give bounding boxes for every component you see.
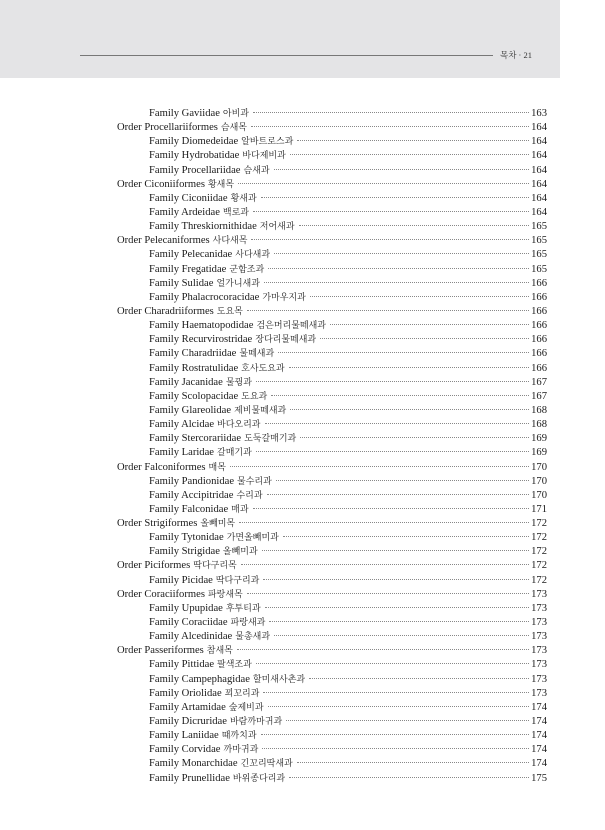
toc-family-entry[interactable] xyxy=(149,376,547,390)
entry-page-number: 174 xyxy=(531,744,547,756)
entry-korean-name: 할미새사촌과 xyxy=(252,674,306,685)
entry-page-number: 164 xyxy=(531,136,547,148)
toc-family-entry[interactable] xyxy=(149,149,547,163)
entry-latin-name: Family Stercorariidae xyxy=(149,433,242,445)
dot-leader xyxy=(261,197,529,198)
dot-leader xyxy=(299,225,530,226)
toc-family-entry[interactable] xyxy=(149,220,547,234)
dot-leader xyxy=(320,338,529,339)
entry-page-number: 170 xyxy=(531,461,547,473)
entry-page-number: 166 xyxy=(531,348,547,360)
dot-leader xyxy=(247,310,529,311)
toc-order-entry[interactable] xyxy=(117,305,547,319)
entry-page-number: 173 xyxy=(531,687,547,699)
dot-leader xyxy=(310,296,529,297)
toc-family-entry[interactable] xyxy=(149,390,547,404)
entry-korean-name: 바위종다리과 xyxy=(232,773,286,784)
dot-leader xyxy=(268,706,530,707)
dot-leader xyxy=(238,183,529,184)
dot-leader xyxy=(286,720,529,721)
entry-korean-name: 올빼미과 xyxy=(222,547,258,558)
toc-family-entry[interactable] xyxy=(149,418,547,432)
toc-family-entry[interactable] xyxy=(149,715,547,729)
dot-leader xyxy=(297,762,529,763)
dot-leader xyxy=(330,324,529,325)
dot-leader xyxy=(269,621,529,622)
entry-korean-name: 물떼새과 xyxy=(239,349,275,360)
entry-latin-name: Family Laridae xyxy=(149,447,215,459)
toc-family-entry[interactable] xyxy=(149,475,547,489)
entry-page-number: 173 xyxy=(531,673,547,685)
entry-korean-name: 물꿩과 xyxy=(225,377,252,388)
toc-family-entry[interactable] xyxy=(149,630,547,644)
entry-korean-name: 아비과 xyxy=(222,109,249,119)
entry-latin-name: Order Strigiformes xyxy=(117,518,198,530)
toc-order-entry[interactable] xyxy=(117,461,547,475)
entry-korean-name: 도둑갈매기과 xyxy=(244,434,297,445)
toc-order-entry[interactable] xyxy=(117,234,547,248)
entry-latin-name: Order Procellariiformes xyxy=(117,122,218,134)
entry-korean-name: 참새목 xyxy=(206,646,233,657)
entry-korean-name: 사다새과 xyxy=(235,250,271,261)
dot-leader xyxy=(253,508,530,509)
toc-family-entry[interactable] xyxy=(149,362,547,376)
entry-latin-name: Family Alcedinidae xyxy=(149,631,233,643)
dot-leader xyxy=(297,140,529,141)
entry-korean-name: 숲제비과 xyxy=(228,702,264,713)
entry-page-number: 170 xyxy=(531,475,547,487)
entry-korean-name: 얼가니새과 xyxy=(216,278,260,289)
toc-family-entry[interactable] xyxy=(149,545,547,559)
dot-leader xyxy=(290,154,529,155)
entry-latin-name: Order Ciconiiformes xyxy=(117,178,205,190)
entry-latin-name: Family Phalacrocoracidae xyxy=(149,291,260,303)
toc-order-entry[interactable] xyxy=(117,644,547,658)
toc-family-entry[interactable] xyxy=(149,248,547,262)
dot-leader xyxy=(264,282,529,283)
entry-korean-name: 후투티과 xyxy=(225,603,261,614)
entry-latin-name: Order Pelecaniformes xyxy=(117,235,210,247)
entry-latin-name: Family Pandionidae xyxy=(149,475,235,487)
toc-family-entry[interactable] xyxy=(149,291,547,305)
dot-leader xyxy=(230,466,529,467)
dot-leader xyxy=(256,381,529,382)
page-header-band xyxy=(0,0,560,78)
toc-family-entry[interactable] xyxy=(149,107,547,121)
dot-leader xyxy=(251,126,529,127)
dot-leader xyxy=(256,451,529,452)
dot-leader xyxy=(239,522,529,523)
dot-leader xyxy=(265,607,529,608)
dot-leader xyxy=(283,536,529,537)
entry-page-number: 165 xyxy=(531,263,547,275)
toc-family-entry[interactable] xyxy=(149,574,547,588)
entry-page-number: 173 xyxy=(531,645,547,657)
dot-leader xyxy=(289,777,529,778)
dot-leader xyxy=(271,395,529,396)
entry-page-number: 166 xyxy=(531,277,547,289)
entry-page-number: 167 xyxy=(531,376,547,388)
entry-korean-name: 황새목 xyxy=(207,179,235,190)
entry-page-number: 170 xyxy=(531,489,547,501)
entry-page-number: 165 xyxy=(531,235,547,247)
entry-latin-name: Family Glareolidae xyxy=(149,404,232,416)
toc-family-entry[interactable] xyxy=(149,446,547,460)
entry-latin-name: Family Rostratulidae xyxy=(149,362,239,374)
entry-latin-name: Order Falconiformes xyxy=(117,461,206,473)
entry-page-number: 164 xyxy=(531,178,547,190)
entry-korean-name: 수리과 xyxy=(236,490,263,501)
entry-page-number: 174 xyxy=(531,730,547,742)
entry-korean-name: 딱다구리과 xyxy=(215,575,260,586)
entry-latin-name: Family Recurvirostridae xyxy=(149,334,253,346)
entry-latin-name: Order Charadriiformes xyxy=(117,305,214,317)
entry-latin-name: Family Tytonidae xyxy=(149,532,224,544)
entry-latin-name: Family Charadriidae xyxy=(149,348,237,360)
entry-latin-name: Family Upupidae xyxy=(149,602,223,614)
entry-page-number: 165 xyxy=(531,249,547,261)
entry-latin-name: Family Sulidae xyxy=(149,277,214,289)
entry-korean-name: 갈매기과 xyxy=(217,448,252,459)
entry-page-number: 171 xyxy=(531,503,547,515)
toc-family-entry[interactable] xyxy=(149,658,547,672)
toc-order-entry[interactable] xyxy=(117,121,547,135)
toc-family-entry[interactable] xyxy=(149,743,547,757)
entry-page-number: 172 xyxy=(531,546,547,558)
entry-korean-name: 까마귀과 xyxy=(223,745,259,756)
entry-latin-name: Family Ciconiidae xyxy=(149,192,228,204)
dot-leader xyxy=(276,480,529,481)
toc-family-entry[interactable] xyxy=(149,319,547,333)
entry-korean-name: 매목 xyxy=(208,462,226,473)
entry-page-number: 164 xyxy=(531,150,547,162)
entry-page-number: 172 xyxy=(531,574,547,586)
dot-leader xyxy=(241,564,529,565)
entry-page-number: 164 xyxy=(531,206,547,218)
entry-latin-name: Family Strigidae xyxy=(149,546,220,558)
entry-latin-name: Family Gaviidae xyxy=(149,108,220,119)
entry-latin-name: Family Accipitridae xyxy=(149,489,234,501)
entry-korean-name: 매과 xyxy=(231,504,249,515)
toc-family-entry[interactable] xyxy=(149,263,547,277)
dot-leader xyxy=(274,169,530,170)
entry-korean-name: 군함조과 xyxy=(229,264,265,275)
entry-korean-name: 팔색조과 xyxy=(217,660,252,671)
dot-leader xyxy=(253,112,529,113)
entry-korean-name: 도요목 xyxy=(216,306,243,317)
entry-korean-name: 도요과 xyxy=(241,391,268,402)
entry-page-number: 174 xyxy=(531,701,547,713)
entry-latin-name: Family Pelecanidae xyxy=(149,249,233,261)
entry-korean-name: 가마우지과 xyxy=(262,292,306,303)
entry-page-number: 175 xyxy=(531,772,547,784)
entry-page-number: 173 xyxy=(531,659,547,671)
entry-page-number: 164 xyxy=(531,164,547,176)
entry-latin-name: Family Threskiornithidae xyxy=(149,221,257,233)
toc-family-entry[interactable] xyxy=(149,602,547,616)
entry-korean-name: 올빼미목 xyxy=(200,519,236,530)
entry-page-number: 173 xyxy=(531,631,547,643)
entry-korean-name: 사다새목 xyxy=(212,236,248,247)
entry-korean-name: 슴새과 xyxy=(243,165,270,176)
toc-family-entry[interactable] xyxy=(149,404,547,418)
entry-latin-name: Family Procellariidae xyxy=(149,164,241,176)
toc-family-entry[interactable] xyxy=(149,687,547,701)
entry-latin-name: Family Coraciidae xyxy=(149,617,228,629)
dot-leader xyxy=(253,211,529,212)
entry-page-number: 166 xyxy=(531,362,547,374)
entry-page-number: 168 xyxy=(531,404,547,416)
toc-family-entry[interactable] xyxy=(149,432,547,446)
dot-leader xyxy=(268,268,529,269)
entry-latin-name: Family Artamidae xyxy=(149,701,226,713)
toc-family-entry[interactable] xyxy=(149,347,547,361)
entry-page-number: 166 xyxy=(531,334,547,346)
entry-korean-name: 물총새과 xyxy=(235,632,271,643)
entry-korean-name: 호사도요과 xyxy=(241,363,285,374)
entry-page-number: 163 xyxy=(531,108,547,119)
toc-order-entry[interactable] xyxy=(117,178,547,192)
entry-page-number: 165 xyxy=(531,221,547,233)
dot-leader xyxy=(274,253,529,254)
dot-leader xyxy=(256,663,529,664)
toc-family-entry[interactable] xyxy=(149,489,547,503)
entry-latin-name: Family Prunellidae xyxy=(149,772,230,784)
dot-leader xyxy=(274,635,529,636)
entry-page-number: 166 xyxy=(531,291,547,303)
entry-korean-name: 파랑새목 xyxy=(207,589,243,600)
entry-page-number: 172 xyxy=(531,560,547,572)
entry-latin-name: Family Falconidae xyxy=(149,503,229,515)
toc-family-entry[interactable] xyxy=(149,673,547,687)
toc-family-entry[interactable] xyxy=(149,503,547,517)
entry-korean-name: 바람까마귀과 xyxy=(229,717,283,728)
toc-family-entry[interactable] xyxy=(149,164,547,178)
toc-family-entry[interactable] xyxy=(149,729,547,743)
entry-korean-name: 알바트로스과 xyxy=(241,137,294,148)
running-head: 목차 · 21 xyxy=(500,50,533,60)
entry-latin-name: Family Fregatidae xyxy=(149,263,227,275)
toc-family-entry[interactable] xyxy=(149,531,547,545)
dot-leader xyxy=(290,409,529,410)
entry-page-number: 173 xyxy=(531,588,547,600)
entry-page-number: 174 xyxy=(531,716,547,728)
dot-leader xyxy=(237,649,529,650)
entry-page-number: 169 xyxy=(531,433,547,445)
entry-latin-name: Family Laniidae xyxy=(149,730,219,742)
entry-korean-name: 긴꼬리딱새과 xyxy=(240,759,293,770)
dot-leader xyxy=(247,593,529,594)
entry-korean-name: 때까치과 xyxy=(221,731,257,742)
dot-leader xyxy=(263,579,529,580)
entry-page-number: 173 xyxy=(531,617,547,629)
entry-korean-name: 바다제비과 xyxy=(242,151,286,162)
entry-korean-name: 가면올빼미과 xyxy=(226,533,279,544)
dot-leader xyxy=(251,239,529,240)
entry-latin-name: Family Hydrobatidae xyxy=(149,150,240,162)
entry-page-number: 164 xyxy=(531,122,547,134)
toc-order-entry[interactable] xyxy=(117,559,547,573)
entry-latin-name: Family Monarchidae xyxy=(149,758,238,770)
entry-page-number: 174 xyxy=(531,758,547,770)
dot-leader xyxy=(263,692,529,693)
dot-leader xyxy=(262,748,529,749)
header-rule xyxy=(80,55,493,56)
toc-family-entry[interactable] xyxy=(149,701,547,715)
entry-page-number: 173 xyxy=(531,602,547,614)
entry-page-number: 169 xyxy=(531,447,547,459)
entry-korean-name: 슴새목 xyxy=(220,123,247,134)
entry-korean-name: 장다리물떼새과 xyxy=(255,335,317,346)
entry-latin-name: Family Diomedeidae xyxy=(149,136,239,148)
entry-latin-name: Family Dicruridae xyxy=(149,716,227,728)
entry-korean-name: 제비물떼새과 xyxy=(234,405,287,416)
toc-family-entry[interactable] xyxy=(149,757,547,771)
entry-page-number: 164 xyxy=(531,192,547,204)
entry-page-number: 172 xyxy=(531,532,547,544)
entry-korean-name: 물수리과 xyxy=(237,476,272,487)
toc-family-entry[interactable] xyxy=(149,135,547,149)
entry-korean-name: 백로과 xyxy=(222,207,249,218)
entry-latin-name: Family Jacanidae xyxy=(149,376,223,388)
entry-korean-name: 검은머리물떼새과 xyxy=(256,321,326,332)
dot-leader xyxy=(267,494,530,495)
entry-korean-name: 황새과 xyxy=(230,193,257,204)
entry-page-number: 166 xyxy=(531,320,547,332)
toc-family-entry[interactable] xyxy=(149,333,547,347)
entry-latin-name: Order Passeriformes xyxy=(117,645,204,657)
entry-latin-name: Family Corvidae xyxy=(149,744,221,756)
dot-leader xyxy=(309,678,529,679)
dot-leader xyxy=(261,734,530,735)
toc-family-entry[interactable] xyxy=(149,616,547,630)
dot-leader xyxy=(265,423,530,424)
entry-latin-name: Family Scolopacidae xyxy=(149,390,239,402)
entry-korean-name: 파랑새과 xyxy=(230,618,266,629)
toc-family-entry[interactable] xyxy=(149,277,547,291)
dot-leader xyxy=(289,367,529,368)
entry-page-number: 172 xyxy=(531,518,547,530)
entry-korean-name: 바다오리과 xyxy=(217,420,261,431)
entry-page-number: 167 xyxy=(531,390,547,402)
entry-korean-name: 꾀꼬리과 xyxy=(224,688,260,699)
entry-latin-name: Family Alcidae xyxy=(149,419,215,431)
entry-latin-name: Family Campephagidae xyxy=(149,673,250,685)
dot-leader xyxy=(262,550,529,551)
entry-latin-name: Order Coraciiformes xyxy=(117,588,205,600)
entry-latin-name: Family Haematopodidae xyxy=(149,320,254,332)
dot-leader xyxy=(300,437,529,438)
entry-latin-name: Family Pittidae xyxy=(149,659,215,671)
toc-order-entry[interactable] xyxy=(117,588,547,602)
toc-order-entry[interactable] xyxy=(117,517,547,531)
toc-family-entry[interactable] xyxy=(149,206,547,220)
entry-korean-name: 딱다구리목 xyxy=(193,561,237,572)
entry-latin-name: Family Picidae xyxy=(149,574,213,586)
toc-family-entry[interactable] xyxy=(149,192,547,206)
entry-latin-name: Family Ardeidae xyxy=(149,206,220,218)
entry-page-number: 168 xyxy=(531,419,547,431)
entry-korean-name: 저어새과 xyxy=(259,222,295,233)
toc-family-entry[interactable] xyxy=(149,772,547,786)
entry-latin-name: Order Piciformes xyxy=(117,560,191,572)
entry-page-number: 166 xyxy=(531,305,547,317)
entry-latin-name: Family Oriolidae xyxy=(149,687,222,699)
dot-leader xyxy=(278,352,529,353)
